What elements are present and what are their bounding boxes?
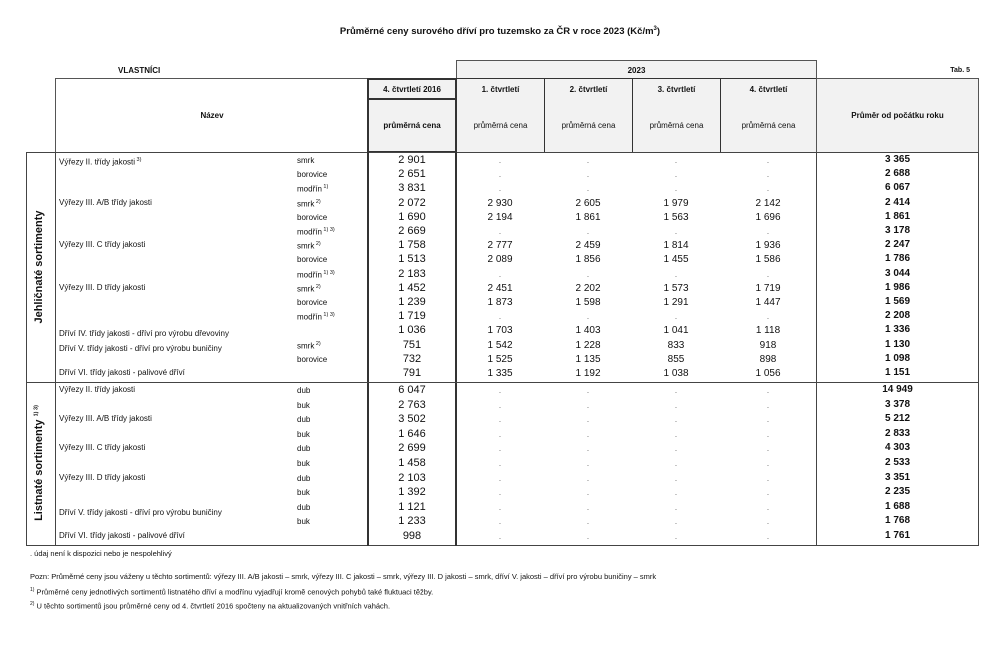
species-label: smrk $^{2)}$ <box>297 198 321 209</box>
section-divider <box>26 382 979 383</box>
quarter-value-4: 2 142 <box>755 197 781 209</box>
species-label: smrk $^{2)}$ <box>297 340 321 351</box>
quarter-value-3: 1 814 <box>663 240 689 252</box>
ref-period-value: 3 831 <box>398 182 426 195</box>
title-close: ) <box>656 26 661 38</box>
quarter-value-3: . <box>674 400 678 410</box>
species-label: buk <box>297 517 310 527</box>
table-row <box>0 353 1000 367</box>
assortment-name: Výřezy III. A/B třídy jakosti <box>59 197 152 207</box>
species-label: smrk <box>297 156 315 165</box>
ytd-average-value: 1 861 <box>884 210 911 222</box>
species-label: modřín $^{1)}$ <box>297 184 329 195</box>
assortment-name: Dříví VI. třídy jakosti - palivové dříví <box>59 368 185 377</box>
quarter-value-3: . <box>674 184 678 194</box>
quarter-value-4: . <box>766 502 770 512</box>
assortment-name: Výřezy III. C třídy jakosti <box>59 240 146 250</box>
ref-period-value: 1 458 <box>398 457 426 469</box>
ref-period-value: 2 103 <box>398 471 426 484</box>
species-label: buk <box>297 459 310 468</box>
species-label: modřín $^{1) 3)}$ <box>297 269 335 280</box>
table-row <box>0 413 1000 427</box>
ref-period-value: 1 758 <box>398 239 426 252</box>
group-label-superscript: 1) 3) <box>33 405 40 417</box>
quarter-value-4: 1 719 <box>755 282 781 294</box>
quarter-value-4: 1 586 <box>755 254 781 266</box>
quarter-value-4: . <box>766 156 770 165</box>
table-row <box>0 457 1000 471</box>
ref-period-header <box>367 78 457 100</box>
footnote-marker: 2) <box>30 601 35 607</box>
table-row <box>0 486 1000 500</box>
quarter-value-2: 1 135 <box>575 353 601 365</box>
ref-period-value: 1 513 <box>398 253 426 266</box>
quarter-value-3: . <box>674 459 678 468</box>
assortment-name: Dříví V. třídy jakosti - dříví pro výrobu buničiny <box>59 507 222 517</box>
quarter-value-2: . <box>586 488 590 498</box>
quarter-value-4: . <box>766 184 770 194</box>
quarter-value-2: . <box>586 227 590 236</box>
quarter-value-2: . <box>586 429 590 439</box>
ytd-average-value: 1 768 <box>884 515 911 527</box>
quarter-value-3: 1 563 <box>663 211 689 223</box>
quarter-value-4: . <box>766 415 770 425</box>
species-label: borovice <box>297 212 328 222</box>
quarter-value-3: . <box>674 170 678 180</box>
owners-label: VLASTNÍCI <box>118 66 161 75</box>
ref-period-value: 1 233 <box>398 515 426 528</box>
quarter-value-4: . <box>766 312 770 322</box>
quarter-value-1: . <box>498 156 502 165</box>
footnote <box>30 572 656 581</box>
table-row <box>0 515 1000 529</box>
quarter-measure-4: průměrná cena <box>720 99 817 153</box>
ref-period-value: 3 502 <box>398 413 426 426</box>
ref-period-value: 2 901 <box>398 154 426 166</box>
quarter-value-2: . <box>586 184 590 194</box>
quarter-value-3: . <box>674 473 678 483</box>
quarter-value-1: . <box>498 517 502 527</box>
ref-period-value: 791 <box>402 367 422 379</box>
table-row <box>0 339 1000 353</box>
quarter-value-2: . <box>586 473 590 483</box>
ref-period-value: 2 072 <box>398 196 426 209</box>
table-row <box>0 154 1000 168</box>
quarter-value-2: 2 459 <box>575 240 601 252</box>
ref-period-value: 2 669 <box>398 225 426 237</box>
quarter-value-1: . <box>498 459 502 468</box>
species-label: dub <box>297 444 311 454</box>
ref-period-value: 2 183 <box>398 267 426 280</box>
year-group-label: 2023 <box>627 65 646 75</box>
assortment-name: Dříví V. třídy jakosti - dříví pro výrobu buničiny <box>59 343 222 353</box>
table-row <box>0 182 1000 196</box>
ref-period-value: 1 719 <box>398 310 426 323</box>
ytd-average-value: 1 098 <box>884 352 911 364</box>
ytd-average-value: 1 336 <box>884 324 911 336</box>
ref-period-value: 1 392 <box>398 486 426 499</box>
quarter-measure-3: průměrná cena <box>632 99 721 153</box>
quarter-value-1: . <box>498 502 502 512</box>
species-label: dub <box>297 502 311 512</box>
quarter-value-1: . <box>498 415 502 425</box>
footnote-ref: 1) 3) <box>321 312 335 319</box>
table-row <box>0 197 1000 211</box>
quarter-value-3: . <box>674 517 678 527</box>
footnote-ref: 3) <box>135 157 142 163</box>
group-label-text: Listnaté sortimenty <box>33 416 45 521</box>
quarter-value-1: . <box>498 444 502 454</box>
species-label: dub <box>297 415 311 425</box>
table-row <box>0 367 1000 381</box>
quarter-value-1: . <box>498 400 502 410</box>
quarter-value-2: . <box>586 269 590 279</box>
quarter-value-3: 855 <box>667 353 685 365</box>
table-row <box>0 310 1000 324</box>
quarter-value-3: 1 038 <box>663 368 689 379</box>
ref-period-value: 2 651 <box>398 168 426 181</box>
quarter-value-1: . <box>498 269 502 279</box>
quarter-value-4: . <box>766 269 770 279</box>
quarter-value-2: 1 598 <box>575 297 601 308</box>
footnote-ref: 2) <box>314 241 321 248</box>
species-label: modřín $^{1) 3)}$ <box>297 227 335 237</box>
ref-period-value: 1 036 <box>398 324 426 337</box>
quarter-value-2: . <box>586 386 590 395</box>
quarter-value-3: . <box>674 429 678 439</box>
ytd-average-value: 1 761 <box>884 530 911 541</box>
species-label: buk <box>297 488 310 498</box>
quarter-value-3: . <box>674 227 678 236</box>
ytd-average-value: 1 151 <box>884 367 911 378</box>
quarter-value-4: . <box>766 488 770 498</box>
table-row <box>0 501 1000 515</box>
quarter-value-4: . <box>766 170 770 180</box>
quarter-value-3: 1 041 <box>663 325 689 337</box>
assortment-name: Výřezy III. A/B třídy jakosti <box>59 414 152 424</box>
quarter-value-1: 2 930 <box>487 197 513 209</box>
quarter-value-2: 1 856 <box>575 254 601 266</box>
quarter-value-3: . <box>674 502 678 512</box>
species-label: dub <box>297 386 311 395</box>
quarter-header-1: 1. čtvrtletí <box>456 78 545 100</box>
footnote-ref: 2) <box>314 198 321 205</box>
table-number: Tab. 5 <box>950 67 970 74</box>
ytd-average-value: 3 044 <box>884 267 911 279</box>
quarter-value-2: 1 192 <box>575 368 601 379</box>
quarter-value-1: . <box>498 227 502 236</box>
quarter-value-4: . <box>766 444 770 454</box>
quarter-value-1: 1 873 <box>487 297 513 308</box>
assortment-name: Dříví IV. třídy jakosti - dříví pro výrobu dřevoviny <box>59 329 229 339</box>
table-row <box>0 399 1000 413</box>
quarter-value-1: 1 525 <box>487 353 513 365</box>
ref-period-value: 1 452 <box>398 281 426 294</box>
footnote-marker: 1) <box>30 587 35 593</box>
ref-period-value: 1 239 <box>398 296 426 308</box>
quarter-value-3: 1 573 <box>663 282 689 294</box>
species-label: borovice <box>297 298 328 307</box>
year-group-header <box>456 60 817 79</box>
quarter-header-2: 2. čtvrtletí <box>544 78 633 100</box>
avg-column-header <box>816 78 979 153</box>
quarter-value-3: 1 979 <box>663 197 689 209</box>
footnote-ref: 1) 3) <box>321 269 335 276</box>
avg-column-label: Průměr od počátku roku <box>851 111 944 120</box>
species-label: borovice <box>297 354 328 364</box>
species-label: smrk $^{2)}$ <box>297 241 321 251</box>
quarter-value-1: . <box>498 532 502 541</box>
footnote-ref: 2) <box>314 340 321 347</box>
table-row <box>0 324 1000 338</box>
quarter-value-3: . <box>674 532 678 541</box>
quarter-value-2: . <box>586 170 590 180</box>
quarter-header-4: 4. čtvrtletí <box>720 78 817 100</box>
ytd-average-value: 2 414 <box>884 196 911 208</box>
table-row <box>0 442 1000 456</box>
quarter-value-4: 1 936 <box>755 240 781 252</box>
ytd-average-value: 2 235 <box>884 486 911 498</box>
quarter-value-3: . <box>674 156 678 165</box>
ytd-average-value: 3 378 <box>884 398 911 410</box>
quarter-value-2: . <box>586 156 590 165</box>
ref-period-value: 1 690 <box>398 210 426 223</box>
species-label: smrk $^{2)}$ <box>297 283 321 294</box>
group-label-text: Jehličnaté sortimenty <box>33 210 45 324</box>
ytd-average-value: 4 303 <box>884 442 911 454</box>
table-row <box>0 211 1000 225</box>
quarter-value-1: . <box>498 184 502 194</box>
ytd-average-value: 1 986 <box>884 281 911 293</box>
ytd-average-value: 3 351 <box>884 471 911 483</box>
footnote <box>30 601 390 611</box>
quarter-header-3: 3. čtvrtletí <box>632 78 721 100</box>
footnote-ref: 1) <box>321 184 329 191</box>
quarter-value-4: . <box>766 400 770 410</box>
ref-period-value: 1 646 <box>398 427 426 440</box>
quarter-value-3: . <box>674 415 678 425</box>
species-label: buk <box>297 400 310 410</box>
species-label: modřín $^{1) 3)}$ <box>297 312 335 322</box>
ref-period-label: 4. čtvrtletí 2016 <box>383 84 441 94</box>
quarter-value-2: . <box>586 517 590 527</box>
ref-measure-label: průměrná cena <box>383 121 441 130</box>
quarter-value-2: . <box>586 502 590 512</box>
quarter-value-1: . <box>498 312 502 322</box>
quarter-value-1: . <box>498 170 502 180</box>
quarter-value-4: . <box>766 227 770 236</box>
table-row <box>0 472 1000 486</box>
quarter-value-2: 1 228 <box>575 339 601 351</box>
quarter-value-1: 2 194 <box>487 211 513 223</box>
ref-measure-header <box>367 99 457 153</box>
assortment-name: Výřezy III. D třídy jakosti <box>59 282 146 292</box>
quarter-value-2: 1 403 <box>575 325 601 337</box>
quarter-value-4: 1 118 <box>755 325 781 337</box>
quarter-value-1: 2 451 <box>487 282 513 294</box>
quarter-value-1: 1 542 <box>487 339 513 351</box>
table-row <box>0 282 1000 296</box>
quarter-value-2: . <box>586 532 590 541</box>
ytd-average-value: 2 688 <box>884 168 911 180</box>
footnote-ref: 2) <box>314 283 321 290</box>
quarter-value-2: 2 605 <box>575 197 601 209</box>
ref-period-value: 998 <box>402 530 422 542</box>
species-label: borovice <box>297 170 328 180</box>
table-row <box>0 268 1000 282</box>
ytd-average-value: 6 067 <box>884 182 911 194</box>
species-label: dub <box>297 473 311 483</box>
quarter-value-4: . <box>766 473 770 483</box>
quarter-value-4: . <box>766 517 770 527</box>
quarter-value-4: 1 696 <box>755 211 781 223</box>
assortment-name: Výřezy II. třídy jakosti $^{3)}$ <box>59 157 142 167</box>
footnote-text: U těchto sortimentů jsou průměrné ceny od 4. čtvrtletí 2016 spočteny na aktualizovaných vnitřních vahách. <box>34 601 391 611</box>
quarter-value-3: . <box>674 269 678 279</box>
quarter-value-1: . <box>498 488 502 498</box>
quarter-value-2: . <box>586 312 590 322</box>
ytd-average-value: 2 208 <box>884 310 911 322</box>
ytd-average-value: 1 569 <box>884 296 911 307</box>
footnote-text: Pozn: Průměrné ceny jsou váženy u těchto sortimentů: výřezy III. A/B jakosti – smrk, výřezy III. C jakosti – smrk, výřezy III. D jakosti – smrk, dříví V. jakosti – dříví pro výrobu buničiny – smrk <box>30 572 657 581</box>
assortment-name: Výřezy II. třídy jakosti <box>59 385 136 394</box>
quarter-value-2: . <box>586 444 590 454</box>
assortment-name: Výřezy III. C třídy jakosti <box>59 443 146 453</box>
legend-note: . údaj není k dispozici nebo je nespolehlivý <box>30 549 172 558</box>
assortment-name: Výřezy III. D třídy jakosti <box>59 472 146 482</box>
quarter-value-4: 918 <box>759 339 777 351</box>
title-text: Průměrné ceny surového dříví pro tuzemsko za ČR v roce 2023 (Kč/m <box>339 26 654 38</box>
quarter-value-2: . <box>586 400 590 410</box>
quarter-value-4: 898 <box>759 353 777 365</box>
ytd-average-value: 2 833 <box>884 427 911 439</box>
species-label: borovice <box>297 255 328 265</box>
name-column-label: Název <box>200 111 224 120</box>
ref-period-value: 1 121 <box>398 500 426 513</box>
quarter-value-3: 833 <box>667 339 685 351</box>
ref-period-value: 6 047 <box>398 384 426 396</box>
species-label: buk <box>297 429 310 439</box>
table-row <box>0 239 1000 253</box>
quarter-value-3: 1 291 <box>663 297 689 308</box>
quarter-value-3: . <box>674 312 678 322</box>
quarter-value-3: . <box>674 444 678 454</box>
quarter-value-4: . <box>766 386 770 395</box>
table-row <box>0 225 1000 239</box>
quarter-value-1: 1 703 <box>487 325 513 337</box>
quarter-value-1: . <box>498 386 502 395</box>
ytd-average-value: 1 786 <box>884 253 911 265</box>
quarter-value-3: . <box>674 488 678 498</box>
ref-period-value: 732 <box>402 352 422 365</box>
quarter-value-4: 1 447 <box>755 297 781 308</box>
quarter-value-1: . <box>498 473 502 483</box>
table-row <box>0 253 1000 267</box>
ytd-average-value: 2 247 <box>884 239 911 251</box>
ytd-average-value: 2 533 <box>884 457 911 468</box>
footnote-ref: 1) 3) <box>321 227 335 233</box>
table-row <box>0 384 1000 398</box>
title-superscript: 3 <box>653 26 657 32</box>
quarter-value-2: . <box>586 459 590 468</box>
footnote <box>30 587 433 597</box>
quarter-value-4: . <box>766 459 770 468</box>
ytd-average-value: 3 178 <box>884 225 911 236</box>
quarter-value-4: . <box>766 429 770 439</box>
ref-period-value: 2 763 <box>398 398 426 411</box>
footnote-text: Průměrné ceny jednotlivých sortimentů listnatého dříví a modřínu vyjadřují kromě cenových pohybů také fluktuaci těžby. <box>34 587 434 597</box>
table-row <box>0 168 1000 182</box>
ytd-average-value: 3 365 <box>884 154 911 165</box>
ytd-average-value: 1 130 <box>884 338 911 350</box>
quarter-value-2: 2 202 <box>575 282 601 294</box>
quarter-value-2: 1 861 <box>575 211 601 223</box>
table-row <box>0 530 1000 544</box>
quarter-value-1: 2 089 <box>487 254 513 266</box>
table-row <box>0 428 1000 442</box>
name-column-header <box>55 78 368 153</box>
ref-period-value: 751 <box>402 338 422 351</box>
quarter-value-3: . <box>674 386 678 395</box>
table-row <box>0 296 1000 310</box>
ytd-average-value: 14 949 <box>882 384 913 395</box>
ref-period-value: 2 699 <box>398 442 426 455</box>
page-title <box>0 26 1000 37</box>
quarter-measure-2: průměrná cena <box>544 99 633 153</box>
quarter-value-1: 2 777 <box>487 240 513 252</box>
quarter-value-1: . <box>498 429 502 439</box>
assortment-name: Dříví VI. třídy jakosti - palivové dříví <box>59 531 185 540</box>
quarter-value-1: 1 335 <box>487 368 513 379</box>
ytd-average-value: 5 212 <box>884 413 911 425</box>
quarter-value-3: 1 455 <box>663 254 689 266</box>
quarter-value-4: . <box>766 532 770 541</box>
quarter-value-4: 1 056 <box>755 368 781 379</box>
ytd-average-value: 1 688 <box>884 500 911 512</box>
quarter-measure-1: průměrná cena <box>456 99 545 153</box>
quarter-value-2: . <box>586 415 590 425</box>
